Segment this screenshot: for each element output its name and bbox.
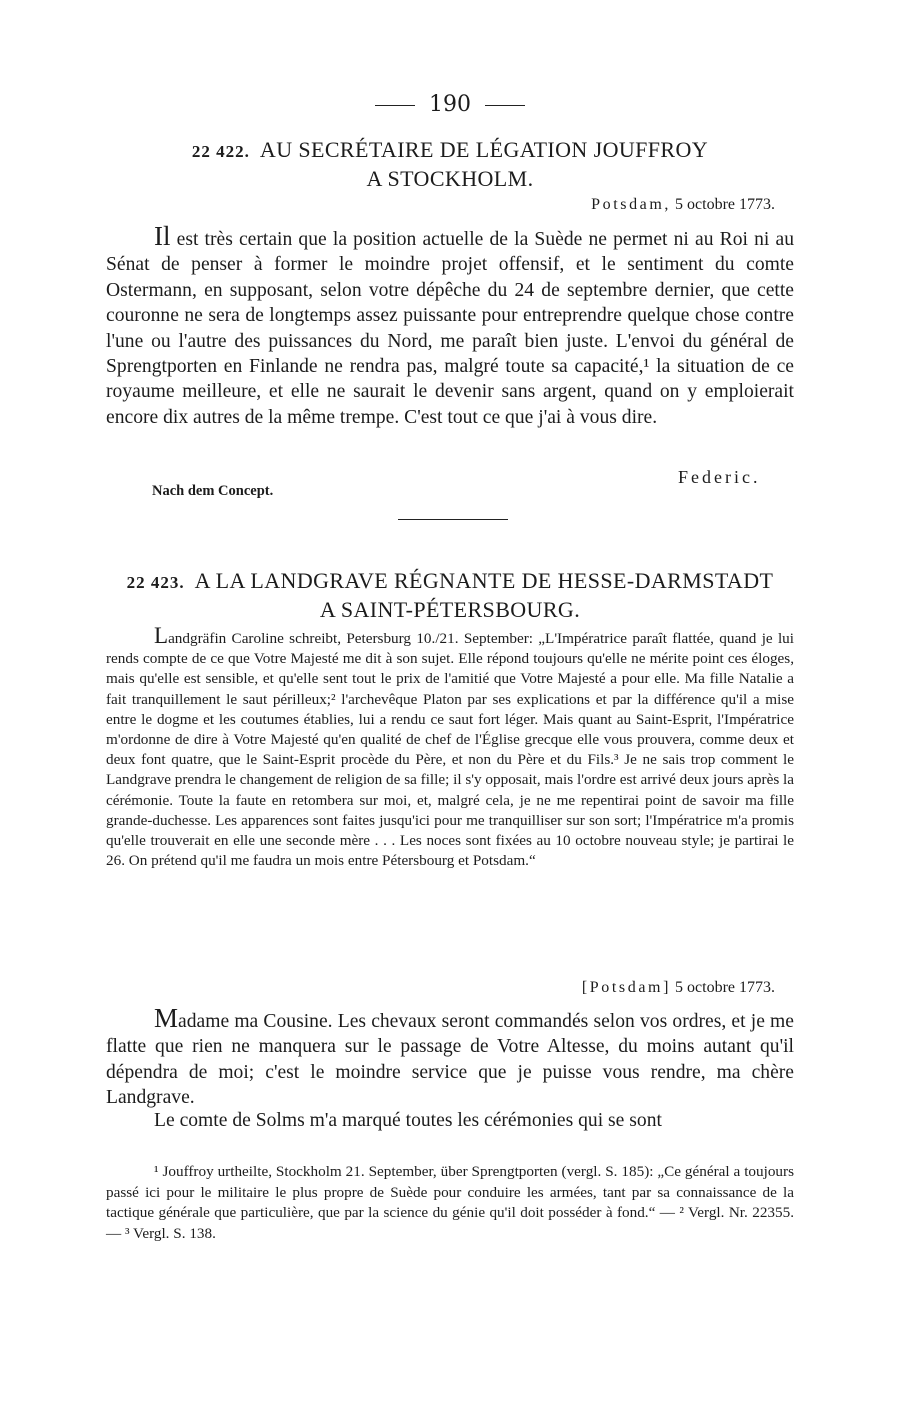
letter-2-number: 22 423. <box>126 573 185 592</box>
letter-2-body <box>106 1003 794 1111</box>
letter-1-heading <box>100 136 800 192</box>
section-divider <box>398 519 508 520</box>
page-number <box>0 92 900 118</box>
letter-1-text: est très certain que la position actuelle de la Suède ne permet ni au Roi ni au Sénat de penser à former le moindre projet offensif, et le sentiment du comte Ostermann, en supposant, selon votre dépêche du 24 de septembre dernier, que cette couronne ne sera de longtemps assez puissante pour entreprendre quelque chose contre l'une ou l'autre des puissances du Nord, me paraît bien juste. L'envoi du général de Sprengtporten en Finlande ne rendra pas, malgré toute sa capacité,¹ la situation de ce royaume meilleure, et elle ne saurait le devenir sans argent, quand on y emploierait encore dix autres de la même trempe. C'est tout ce que j'ai à vous dire. <box>106 229 794 428</box>
letter-2-initial: M <box>154 1003 179 1033</box>
letter-1-place: Potsdam, <box>591 196 672 213</box>
letter-2-text: adame ma Cousine. Les chevaux seront commandés selon vos ordres, et je me flatte que rien ne manquera sur le passage de Votre Altesse, du moins autant qu'il dépendra de moi; c'est le moindre service que je puisse vous rendre, ma chère Landgrave. <box>106 1011 794 1109</box>
letter-1-destination: A STOCKHOLM. <box>366 166 534 191</box>
letter-2-intro-initial: L <box>154 623 169 648</box>
letter-1-title: AU SECRÉTAIRE DE LÉGATION JOUFFROY <box>259 137 709 162</box>
letter-2-date: 5 octobre 1773. <box>675 979 775 996</box>
letter-1-initial: Il <box>154 221 171 251</box>
page-number-right-dash <box>485 105 525 106</box>
letter-2-heading <box>100 567 800 623</box>
letter-1-dateline <box>591 195 775 215</box>
letter-1-heading-line1 <box>100 136 800 165</box>
letter-2-title: A LA LANDGRAVE RÉGNANTE DE HESSE-DARMSTADT <box>194 568 774 593</box>
letter-1-number: 22 422. <box>191 142 250 161</box>
letter-2-place: [Potsdam] <box>581 979 672 996</box>
letter-2-intro <box>106 623 794 871</box>
footnotes: ¹ Jouffroy urtheilte, Stockholm 21. September, über Sprengtporten (vergl. S. 185): „Ce général a toujours passé ici pour le militaire le plus propre de Suède pour conduire les armées, tant par sa connaissance de la tactique générale que particulière, que par la science du génie qu'il doit posséder à fond.“ — ² Vergl. Nr. 22355. — ³ Vergl. S. 138. <box>106 1163 794 1242</box>
letter-2-dateline <box>582 978 775 998</box>
letter-2-body-continued: Le comte de Solms m'a marqué toutes les cérémonies qui se sont <box>154 1110 662 1131</box>
letter-2-intro-text: andgräfin Caroline schreibt, Petersburg 10./21. September: „L'Impératrice paraît flattée, quand je lui rends compte de ce que Votre Majesté me dit à son sujet. Elle répond toujours qu'elle ne mérite point ces éloges, mais qu'elle est sensible, et qu'elle sent tout le prix de l'amitié que Votre Majesté a pour elle. Ma fille Natalie a fait tranquillement le saut périlleux;² l'archevêque Platon par ses explications et par la différence qu'il a mise entre le dogme et les coutumes établies, lui a rendu ce saut fort léger. Mais quant au Saint-Esprit, l'Impératrice m'ordonne de dire à Votre Majesté qu'en qualité de chef de l'Église grecque elle vous prouvera, comme deux et deux font quatre, que le Saint-Esprit procède du Père, et non du Père et du Fils.³ Je ne sais trop comment le Landgrave prendra le changement de religion de sa fille; il s'y opposait, mais l'ordre est arrivé deux jours après la cérémonie. Toute la faute en retombera sur moi, et, malgré cela, je ne me repentirai point de savoir ma fille grande-duchesse. Les apparences sont faites jusqu'ici pour me tranquilliser sur son sort; l'Impératrice m'a promis qu'elle trouverait en elle une seconde mère . . . Les noces sont fixées au 10 octobre nouveau style; je partirai le 26. On prétend qu'il me faudra un mois entre Pétersbourg et Potsdam.“ <box>106 630 794 870</box>
letter-1-source: Nach dem Concept. <box>152 483 274 499</box>
page-number-text: 190 <box>429 92 471 117</box>
letter-1-date: 5 octobre 1773. <box>675 196 775 213</box>
letter-2-destination: A SAINT-PÉTERSBOURG. <box>319 597 581 622</box>
letter-2-heading-line1 <box>100 567 800 596</box>
letter-1-body <box>106 221 794 430</box>
letter-1-signature: Federic. <box>678 467 761 487</box>
page-number-left-dash <box>375 105 415 106</box>
